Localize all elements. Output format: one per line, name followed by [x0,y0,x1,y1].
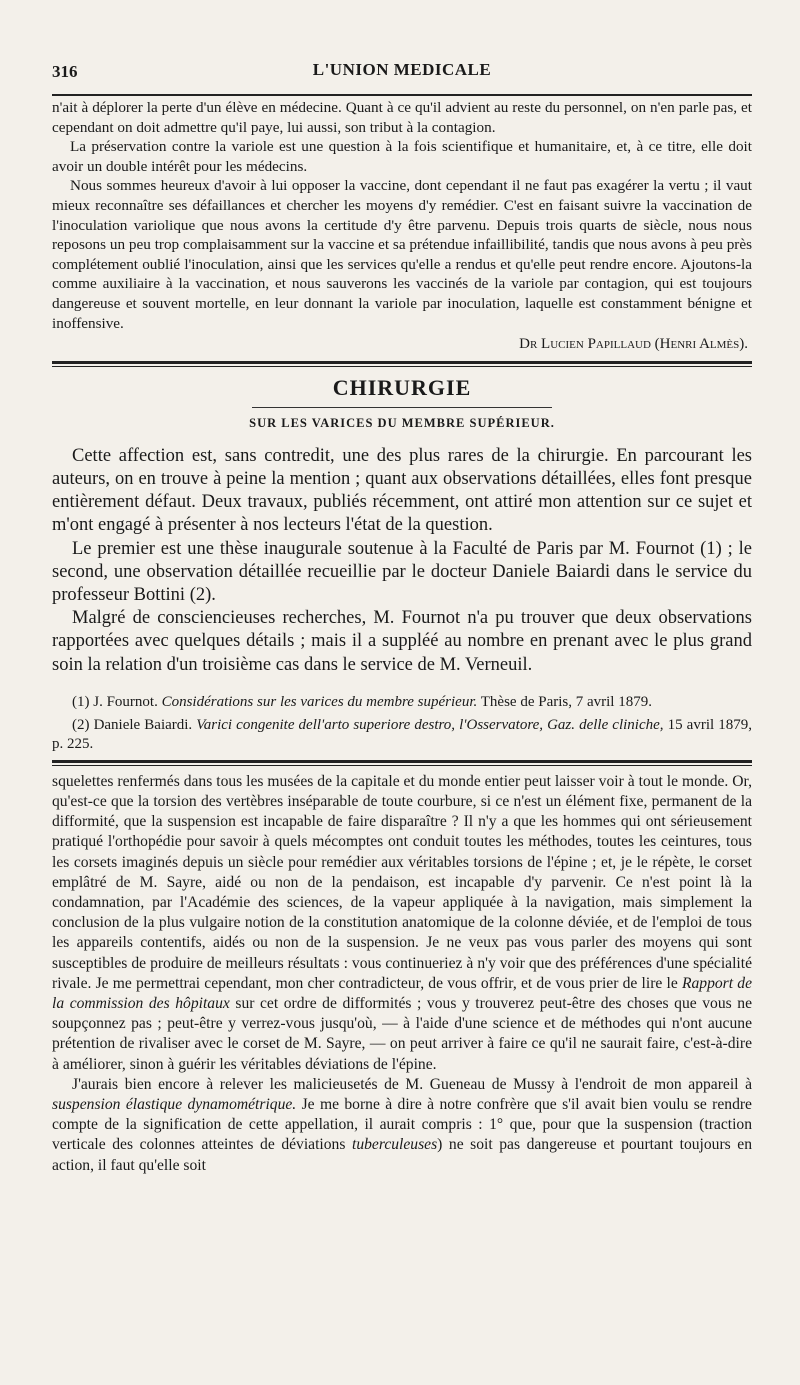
text-run: squelettes renfermés dans tous les musées de la capitale et du monde entier peut laisser voir à tout le monde. Or, qu'est-ce que la torsion des vertèbres inséparable de toute courbure, si ce n'est un élément fixe, permanent de la difformité, que la suspension est incapable de faire disparaître ? Il n'y a que les hommes qui ont sérieusement pratiqué l'orthopédie pour savoir à quels mécomptes ont conduit toutes les méthodes, toutes les ceintures, tous les corsets imaginés depuis un siècle pour remédier aux véritables torsions de l'épine ; et, je le répète, le corset emplâtré de M. Sayre, aidé ou non de la pendaison, est incapable d'y parvenir. Ce n'est point là la condamnation, par l'Académie des sciences, de la vapeur appliquée à la navigation, mais simplement la conclusion de la plus vulgaire notion de la constitution anatomique de la colonne déviée, et de l'emploi de tous les appareils contentifs, aidés ou non de la suspension. Je ne veux pas vous parler des moyens qui sont susceptibles de produire de meilleurs résultats : vous continueriez à n'y voir que des préférences d'une spécialité rivale. Je me permettrai cependant, mon cher contradicteur, de vous offrir, et de vous prier de lire le [52,772,752,992]
article-paragraph-1: Cette affection est, sans contredit, une des plus rares de la chirurgie. En parcourant les auteurs, on en trouve à peine la mention ; quant aux observations détaillées, elles font presque entièrement défaut. Deux travaux, publiés récemment, ont attiré mon attention sur ce sujet et m'ont engagé à présenter à nos lecteurs l'état de la question. [52,445,752,536]
text-run: ) ne soit pas dangereuse et pourtant toujours en action, il faut qu'elle soit [52,1136,752,1174]
continuation-paragraph-1 [52,772,752,1075]
page-header [52,56,752,90]
text-run: Je me borne à dire à notre confrère que s'il avait bien voulu se rendre compte de la signification de cette appellation, il aurait compris : 1° que, pour que la suspension (traction verticale des colonnes atteintes de déviations [52,1096,752,1154]
page-number: 316 [52,62,78,81]
section-title: CHIRURGIE [332,374,472,400]
footnote-1-details: Thèse de Paris, 7 avril 1879. [477,693,652,710]
footnote-2-title: Varici congenite dell'arto superiore destro, l'Osservatore, Gaz. delle cliniche, [196,716,664,733]
article-paragraph-3: Malgré de consciencieuses recherches, M. Fournot n'a pu trouver que deux observations rapportées avec quelques détails ; mais il a suppléé au nombre en prenant avec le plus grand soin la relation d'un troisième cas dans le service de M. Verneuil. [52,608,752,675]
footnote-1-author: (1) J. Fournot. [72,693,162,710]
author-signature: Dr Lucien Papillaud (Henri Almès). [519,336,748,353]
footnote-2-details: 15 avril 1879, p. 225. [52,716,752,752]
intro-paragraph-2: La préservation contre la variole est une question à la fois scientifique et humanitaire, et, à ce titre, elle doit avoir un double intérêt pour les médecins. [52,138,752,175]
article-subtitle: SUR LES VARICES DU MEMBRE SUPÉRIEUR. [249,415,555,430]
section-divider [52,361,752,367]
article-body [52,445,752,677]
footnote-2 [52,716,752,754]
continuation-text [52,772,752,1176]
italic-run: tuberculeuses [351,1136,438,1154]
header-rule [52,94,752,96]
footnote-1-title: Considérations sur les varices du membre supérieur. [161,693,478,710]
running-title: L'UNION MEDICALE [312,60,492,79]
footnotes [52,693,752,754]
intro-paragraph-1: n'ait à déplorer la perte d'un élève en médecine. Quant à ce qu'il advient au reste du personnel, on n'en parle pas, et cependant on doit admettre qu'il paye, lui aussi, son tribut à la contagion. [52,99,752,136]
bottom-divider [52,760,752,766]
footnote-2-author: (2) Daniele Baiardi. [72,716,197,733]
article-paragraph-2: Le premier est une thèse inaugurale soutenue à la Faculté de Paris par M. Fournot (1) ; le second, une observation détaillée recueillie par le docteur Daniele Baiardi dans le service du professeur Bottini (2). [52,538,752,605]
italic-run: Rapport de la commission des hôpitaux [52,974,752,1012]
text-run: sur cet ordre de difformités ; vous y trouverez peut-être des choses que vous ne soupçonnez pas ; peut-être y verrez-vous jusqu'où, — à l'aide d'une science et de méthodes qui n'ont aucune prétention de rivaliser avec le corset de M. Sayre, — on peut arriver à faire ce qu'il ne saurait faire, c'est-à-dire à améliorer, sinon à guérir les véritables déviations de l'épine. [52,994,752,1073]
title-rule [252,407,552,408]
text-run: J'aurais bien encore à relever les malicieusetés de M. Gueneau de Mussy à l'endroit de mon appareil à [72,1075,752,1093]
footnote-1 [52,693,752,712]
intro-paragraph-3: Nous sommes heureux d'avoir à lui opposer la vaccine, dont cependant il ne faut pas exagérer la vertu ; il vaut mieux reconnaître ses défaillances et chercher les moyens d'y remédier. C'est en faisant suivre la vaccination de l'inoculation variolique que nous avons la certitude d'y être parvenu. Depuis trois quarts de siècle, nous nous reposons un peu trop complaisamment sur la vaccine et sa prétendue infaillibilité, tandis que nous avons à peu près complétement oublié l'inoculation, ainsi que les services qu'elle a rendus et qu'elle peut rendre encore. Ajoutons-la comme auxiliaire à la vaccination, et nous sauverons les vaccinés de la variole par contagion, qui est toujours dangereuse et souvent mortelle, en leur donnant la variole par inoculation, laquelle est constamment bénigne et inoffensive. [52,177,752,332]
italic-run: suspension élastique dynamométrique. [52,1096,297,1113]
continuation-paragraph-2 [52,1075,752,1176]
intro-text [52,98,752,355]
page [52,56,752,1176]
